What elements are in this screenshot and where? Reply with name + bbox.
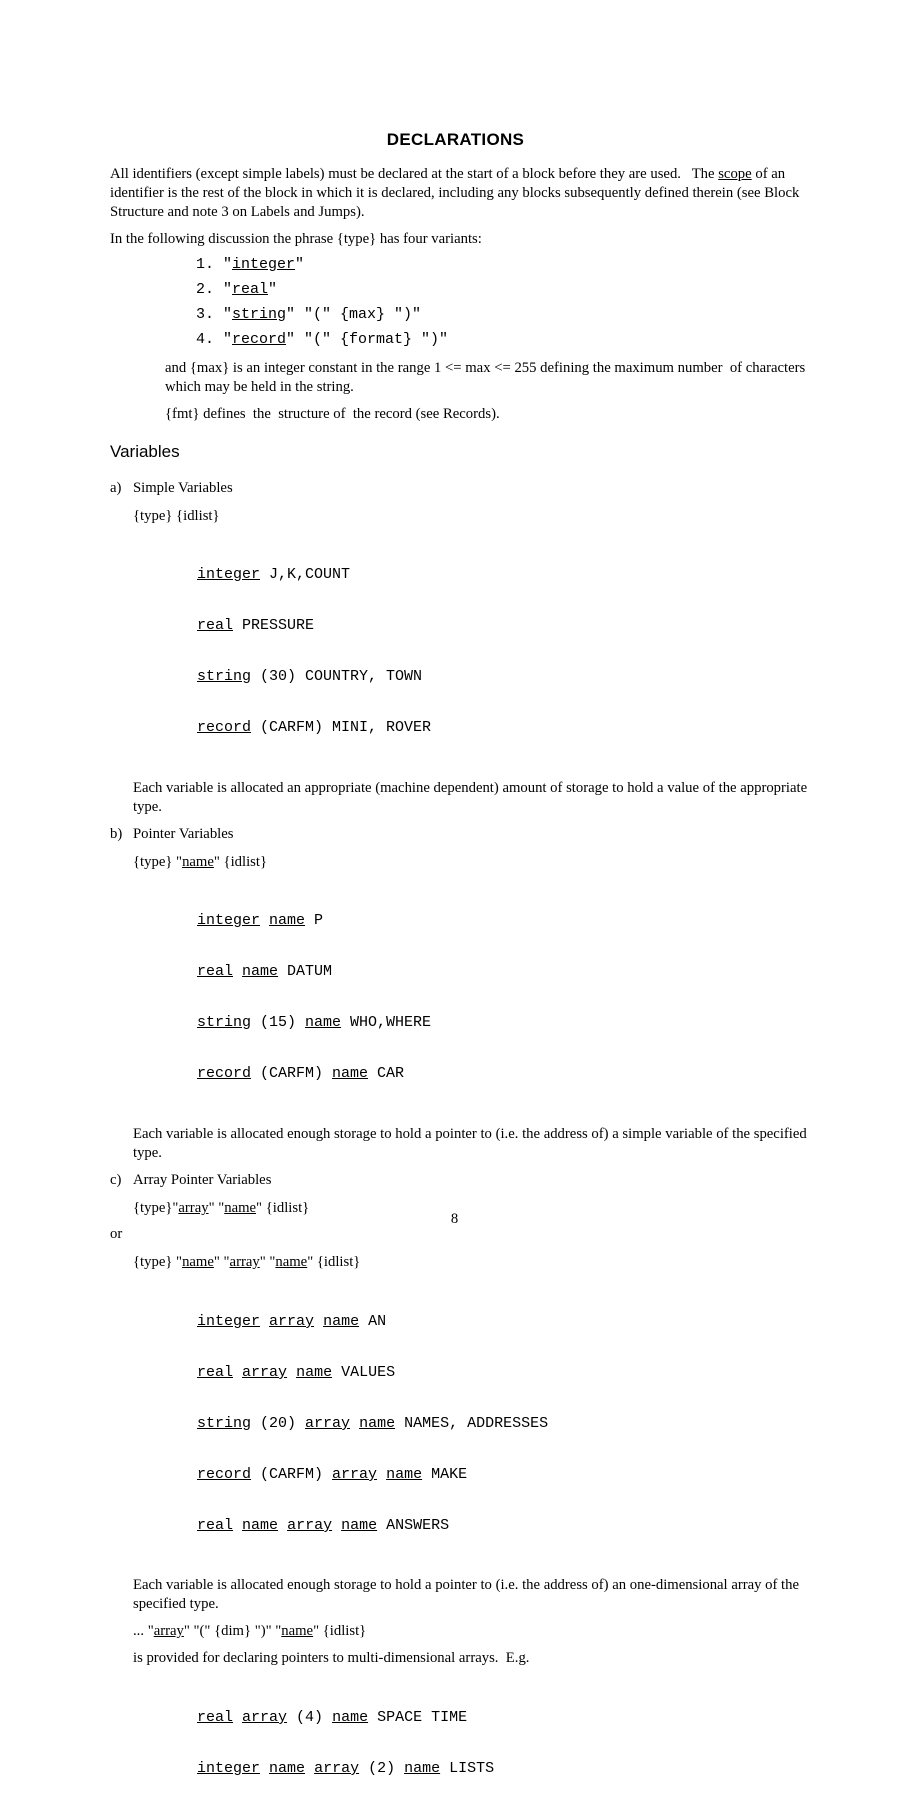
- code-line: integer array name AN: [197, 1313, 387, 1330]
- code-line: integer name P: [197, 912, 324, 929]
- code-line: real array (4) name SPACE TIME: [197, 1709, 468, 1726]
- section-simple-variables: [110, 479, 815, 498]
- code-block-simple: [197, 532, 815, 770]
- storage-note-simple: Each variable is allocated an appropriate (machine dependent) amount of storage to hold a value of the appropriate type.: [133, 780, 811, 815]
- section-title: Pointer Variables: [133, 826, 234, 842]
- code-line: integer J,K,COUNT: [197, 566, 351, 583]
- code-block-pointer: [197, 878, 815, 1116]
- section-label: c): [110, 1172, 122, 1188]
- storage-note-pointer: Each variable is allocated enough storage to hold a pointer to (i.e. the address of) a simple variable of the specified type.: [133, 1126, 811, 1161]
- intro-paragraph-2: In the following discussion the phrase {type} has four variants:: [110, 231, 482, 247]
- section-pointer-variables: [110, 825, 815, 844]
- code-block-multi-dim: [197, 1675, 815, 1811]
- multi-dim-note: is provided for declaring pointers to multi-dimensional arrays. E.g.: [133, 1650, 530, 1666]
- variant-item-integer: 1. "integer": [196, 256, 305, 273]
- code-line: real PRESSURE: [197, 617, 315, 634]
- syntax-pointer-variables: {type} "name" {idlist}: [133, 854, 268, 870]
- storage-note-array-pointer: Each variable is allocated enough storage to hold a pointer to (i.e. the address of) an one-dimensional array of the specified type.: [133, 1577, 803, 1612]
- section-title: Array Pointer Variables: [133, 1172, 272, 1188]
- syntax-simple-variables: {type} {idlist}: [133, 508, 220, 524]
- or-text: or: [110, 1226, 123, 1242]
- intro-paragraph-1: All identifiers (except simple labels) must be declared at the start of a block before they are used. The scope of an identifier is the rest of the block in which it is declared, including any blocks subsequently defined therein (see Block Structure and note 3 on Labels and Jumps).: [110, 166, 803, 220]
- page-number: 8: [450, 1211, 459, 1227]
- syntax-array-pointer-1: {type}"array" "name" {idlist}: [133, 1200, 310, 1216]
- code-line: record (CARFM) MINI, ROVER: [197, 719, 432, 736]
- section-label: b): [110, 826, 123, 842]
- fmt-note: {fmt} defines the structure of the record (see Records).: [165, 406, 500, 422]
- variant-item-string: 3. "string" "(" {max} ")": [196, 306, 422, 323]
- syntax-multi-dim: ... "array" "(" {dim} ")" "name" {idlist}: [133, 1623, 367, 1639]
- section-label: a): [110, 480, 122, 496]
- type-variants-list: [196, 252, 815, 352]
- syntax-array-pointer-2: {type} "name" "array" "name" {idlist}: [133, 1254, 361, 1270]
- code-line: real array name VALUES: [197, 1364, 396, 1381]
- variables-heading: Variables: [110, 442, 180, 461]
- code-line: record (CARFM) name CAR: [197, 1065, 405, 1082]
- code-line: string (20) array name NAMES, ADDRESSES: [197, 1415, 549, 1432]
- variant-item-record: 4. "record" "(" {format} ")": [196, 331, 449, 348]
- code-block-array-pointer: [197, 1279, 815, 1568]
- code-line: integer name array (2) name LISTS: [197, 1760, 495, 1777]
- code-line: string (30) COUNTRY, TOWN: [197, 668, 423, 685]
- section-array-pointer-variables: [110, 1171, 815, 1190]
- variant-item-real: 2. "real": [196, 281, 278, 298]
- page-title: DECLARATIONS: [386, 130, 525, 149]
- code-line: record (CARFM) array name MAKE: [197, 1466, 468, 1483]
- code-line: real name array name ANSWERS: [197, 1517, 450, 1534]
- code-line: string (15) name WHO,WHERE: [197, 1014, 432, 1031]
- section-title: Simple Variables: [133, 480, 233, 496]
- code-line: real name DATUM: [197, 963, 333, 980]
- max-range-note: and {max} is an integer constant in the range 1 <= max <= 255 defining the maximum number of characters which may be held in the string.: [165, 360, 809, 395]
